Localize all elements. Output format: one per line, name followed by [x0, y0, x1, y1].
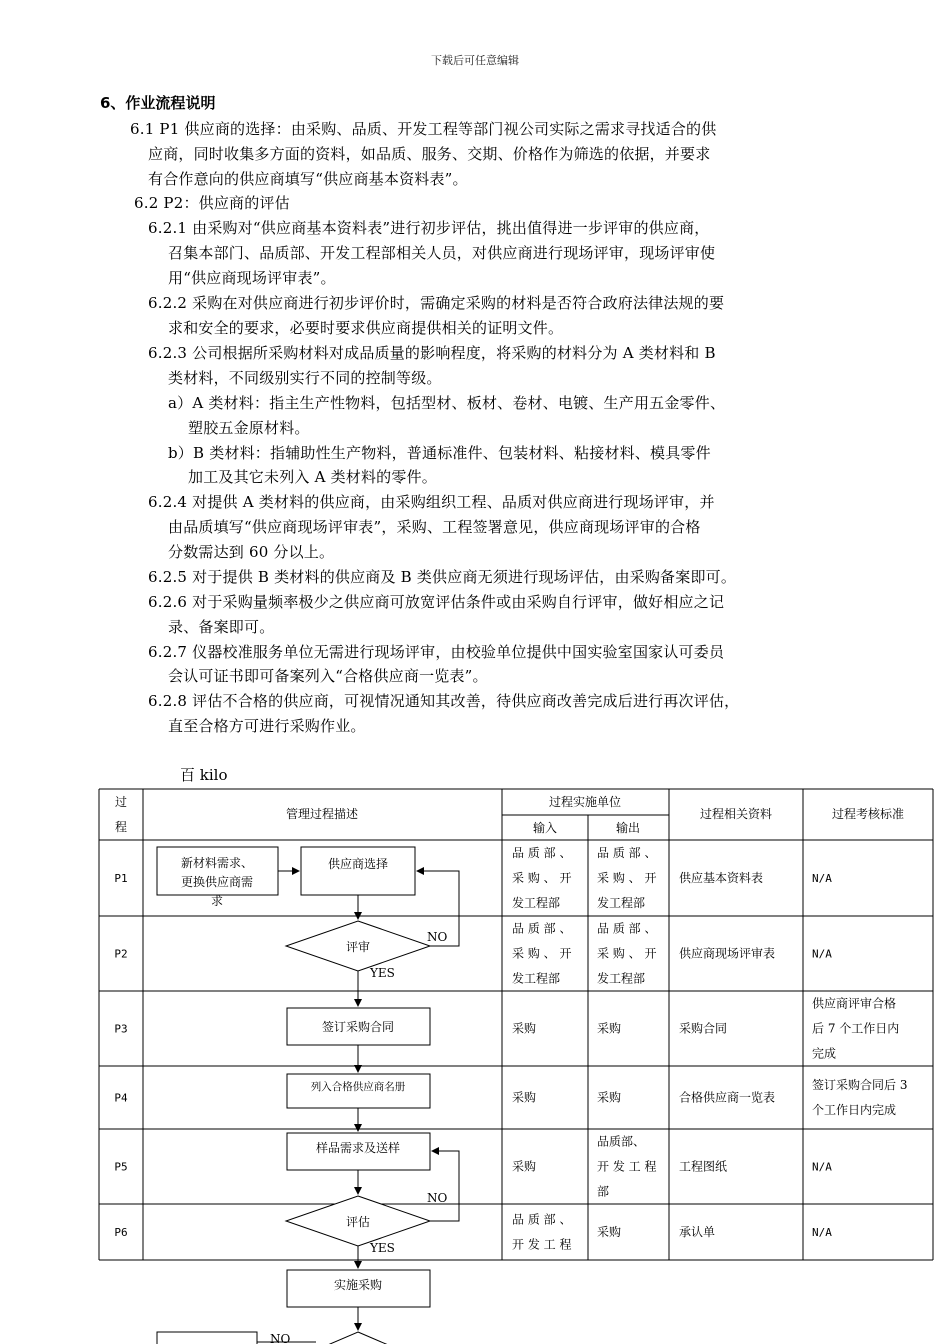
row-id: P6	[114, 1226, 128, 1239]
review-no: NO	[427, 930, 448, 944]
paragraph-line: 用“供应商现场评审表”。	[168, 269, 336, 287]
new-material-line2: 更换供应商需	[180, 875, 254, 889]
supplier-select-label: 供应商选择	[327, 857, 389, 871]
header-docs: 过程相关资料	[699, 807, 773, 821]
row-docs: 供应基本资料表	[679, 871, 764, 885]
paragraph-line: 类材料，不同级别实行不同的控制等级。	[168, 369, 442, 387]
paragraph-line: 6.2.5 对于提供 B 类材料的供应商及 B 类供应商无须进行现场评估，由采购备案即可。	[148, 568, 737, 586]
header-process-2: 程	[114, 820, 128, 834]
partial-diamond	[316, 1332, 400, 1344]
paragraph-line: a）A 类材料：指主生产性物料，包括型材、板材、卷材、电镀、生产用五金零件、	[168, 394, 726, 412]
row-output: 采购	[597, 1021, 622, 1036]
row-input: 开 发 工 程	[512, 1237, 572, 1252]
row-input: 采购	[512, 1021, 537, 1036]
row-id: P1	[114, 872, 128, 885]
sign-contract-label: 签订采购合同	[321, 1020, 395, 1034]
partial-box	[157, 1332, 257, 1344]
paragraph-line: 直至合格方可进行采购作业。	[168, 717, 366, 735]
paragraph-line: 6.2.3 公司根据所采购材料对成品质量的影响程度，将采购的材料分为 A 类材料和 B	[148, 344, 716, 362]
paragraph-line: 6.2.6 对于采购量频率极少之供应商可放宽评估条件或由采购自行评审，做好相应之记	[148, 593, 725, 611]
purchase-label: 实施采购	[333, 1278, 383, 1292]
row-output: 发工程部	[597, 896, 646, 910]
header-input: 输入	[532, 821, 558, 835]
row-criteria: 个工作日内完成	[812, 1103, 897, 1117]
table-caption: 百 kilo	[180, 766, 228, 784]
bottom-no: NO	[270, 1332, 291, 1344]
row-criteria: N/A	[812, 872, 832, 885]
row-input: 品 质 部 、	[512, 846, 572, 860]
row-id: P3	[114, 1022, 128, 1036]
row-id: P5	[114, 1160, 128, 1174]
new-material-line1: 新材料需求、	[180, 856, 254, 870]
row-output: 采 购 、 开	[597, 946, 657, 961]
review-label: 评审	[345, 940, 371, 954]
paragraph-line: 会认可证书即可备案列入“合格供应商一览表”。	[168, 667, 488, 685]
table-rows	[114, 845, 907, 1252]
paragraph-line: 召集本部门、品质部、开发工程部相关人员，对供应商进行现场评审，现场评审使	[168, 244, 716, 262]
row-input: 采 购 、 开	[512, 871, 572, 885]
row-criteria: 完成	[812, 1046, 837, 1061]
row-output: 品质部、	[597, 1134, 646, 1149]
row-criteria: 供应商评审合格	[812, 996, 897, 1011]
review-yes: YES	[370, 966, 395, 980]
row-input: 品 质 部 、	[512, 921, 572, 936]
row-input: 采 购 、 开	[512, 946, 572, 961]
evaluate-yes: YES	[370, 1241, 395, 1255]
row-output: 品 质 部 、	[597, 846, 657, 860]
row-output: 采购	[597, 1090, 622, 1105]
header-process-1: 过	[114, 795, 128, 809]
row-criteria: 后 7 个工作日内	[812, 1021, 900, 1036]
header-note: 下载后可任意编辑	[431, 54, 519, 67]
paragraph-line: b）B 类材料：指辅助性生产物料，普通标准件、包装材料、粘接材料、模具零件	[168, 444, 711, 462]
paragraph-line: 6.1 P1 供应商的选择：由采购、品质、开发工程等部门视公司实际之需求寻找适合的供	[130, 120, 717, 138]
row-criteria: N/A	[812, 947, 832, 961]
row-id: P2	[114, 947, 128, 961]
row-docs: 合格供应商一览表	[679, 1090, 776, 1105]
row-criteria: 签订采购合同后 3	[812, 1078, 908, 1092]
row-input: 采购	[512, 1159, 537, 1174]
sample-label: 样品需求及送样	[315, 1141, 401, 1155]
paragraph-line: 有合作意向的供应商填写“供应商基本资料表”。	[148, 170, 468, 188]
paragraph-line: 分数需达到 60 分以上。	[168, 543, 335, 561]
row-output: 品 质 部 、	[597, 921, 657, 936]
paragraph-line: 6.2.4 对提供 A 类材料的供应商，由采购组织工程、品质对供应商进行现场评审，并	[148, 493, 715, 511]
section-title: 6、作业流程说明	[100, 94, 216, 112]
row-docs: 供应商现场评审表	[679, 946, 776, 961]
header-unit: 过程实施单位	[548, 795, 622, 809]
paragraph-line: 6.2.8 评估不合格的供应商，可视情况通知其改善，待供应商改善完成后进行再次评估，	[148, 692, 740, 710]
new-material-line3: 求	[210, 894, 224, 908]
paragraph-line: 6.2.7 仪器校准服务单位无需进行现场评审，由校验单位提供中国实验室国家认可委员	[148, 643, 725, 661]
supplier-select-box	[301, 847, 415, 895]
row-input: 发工程部	[512, 971, 561, 986]
row-id: P4	[114, 1091, 128, 1105]
paragraph-line: 由品质填写“供应商现场评审表”，采购、工程签署意见，供应商现场评审的合格	[168, 518, 701, 536]
qualified-list-label: 列入合格供应商名册	[310, 1081, 406, 1093]
paragraph-line: 6.2.1 由采购对“供应商基本资料表”进行初步评估，挑出值得进一步评审的供应商，	[148, 219, 710, 237]
row-output: 开 发 工 程	[597, 1159, 657, 1174]
row-criteria: N/A	[812, 1160, 832, 1174]
flowchart	[157, 847, 430, 1344]
evaluate-label: 评估	[345, 1215, 371, 1229]
row-input: 品 质 部 、	[512, 1212, 572, 1227]
header-description: 管理过程描述	[285, 807, 359, 821]
row-docs: 工程图纸	[679, 1159, 728, 1174]
paragraph-line: 6.2 P2：供应商的评估	[134, 194, 290, 212]
row-criteria: N/A	[812, 1226, 832, 1239]
header-criteria: 过程考核标准	[831, 807, 905, 821]
row-output: 部	[597, 1184, 610, 1199]
row-output: 发工程部	[597, 971, 646, 986]
paragraph-line: 应商，同时收集多方面的资料，如品质、服务、交期、价格作为筛选的依据，并要求	[148, 145, 711, 163]
paragraph-line: 求和安全的要求，必要时要求供应商提供相关的证明文件。	[168, 319, 564, 337]
row-input: 发工程部	[512, 896, 561, 910]
paragraph-line: 录、备案即可。	[168, 618, 275, 636]
paragraph-line: 塑胶五金原材料。	[188, 419, 310, 437]
row-input: 采购	[512, 1090, 537, 1105]
row-output: 采 购 、 开	[597, 871, 657, 885]
row-docs: 采购合同	[679, 1021, 728, 1036]
evaluate-no: NO	[427, 1191, 448, 1205]
header-output: 输出	[615, 821, 641, 835]
paragraph-line: 加工及其它未列入 A 类材料的零件。	[188, 468, 437, 486]
row-output: 采购	[597, 1225, 622, 1239]
row-docs: 承认单	[679, 1225, 716, 1239]
paragraph-line: 6.2.2 采购在对供应商进行初步评价时，需确定采购的材料是否符合政府法律法规的要	[148, 294, 725, 312]
